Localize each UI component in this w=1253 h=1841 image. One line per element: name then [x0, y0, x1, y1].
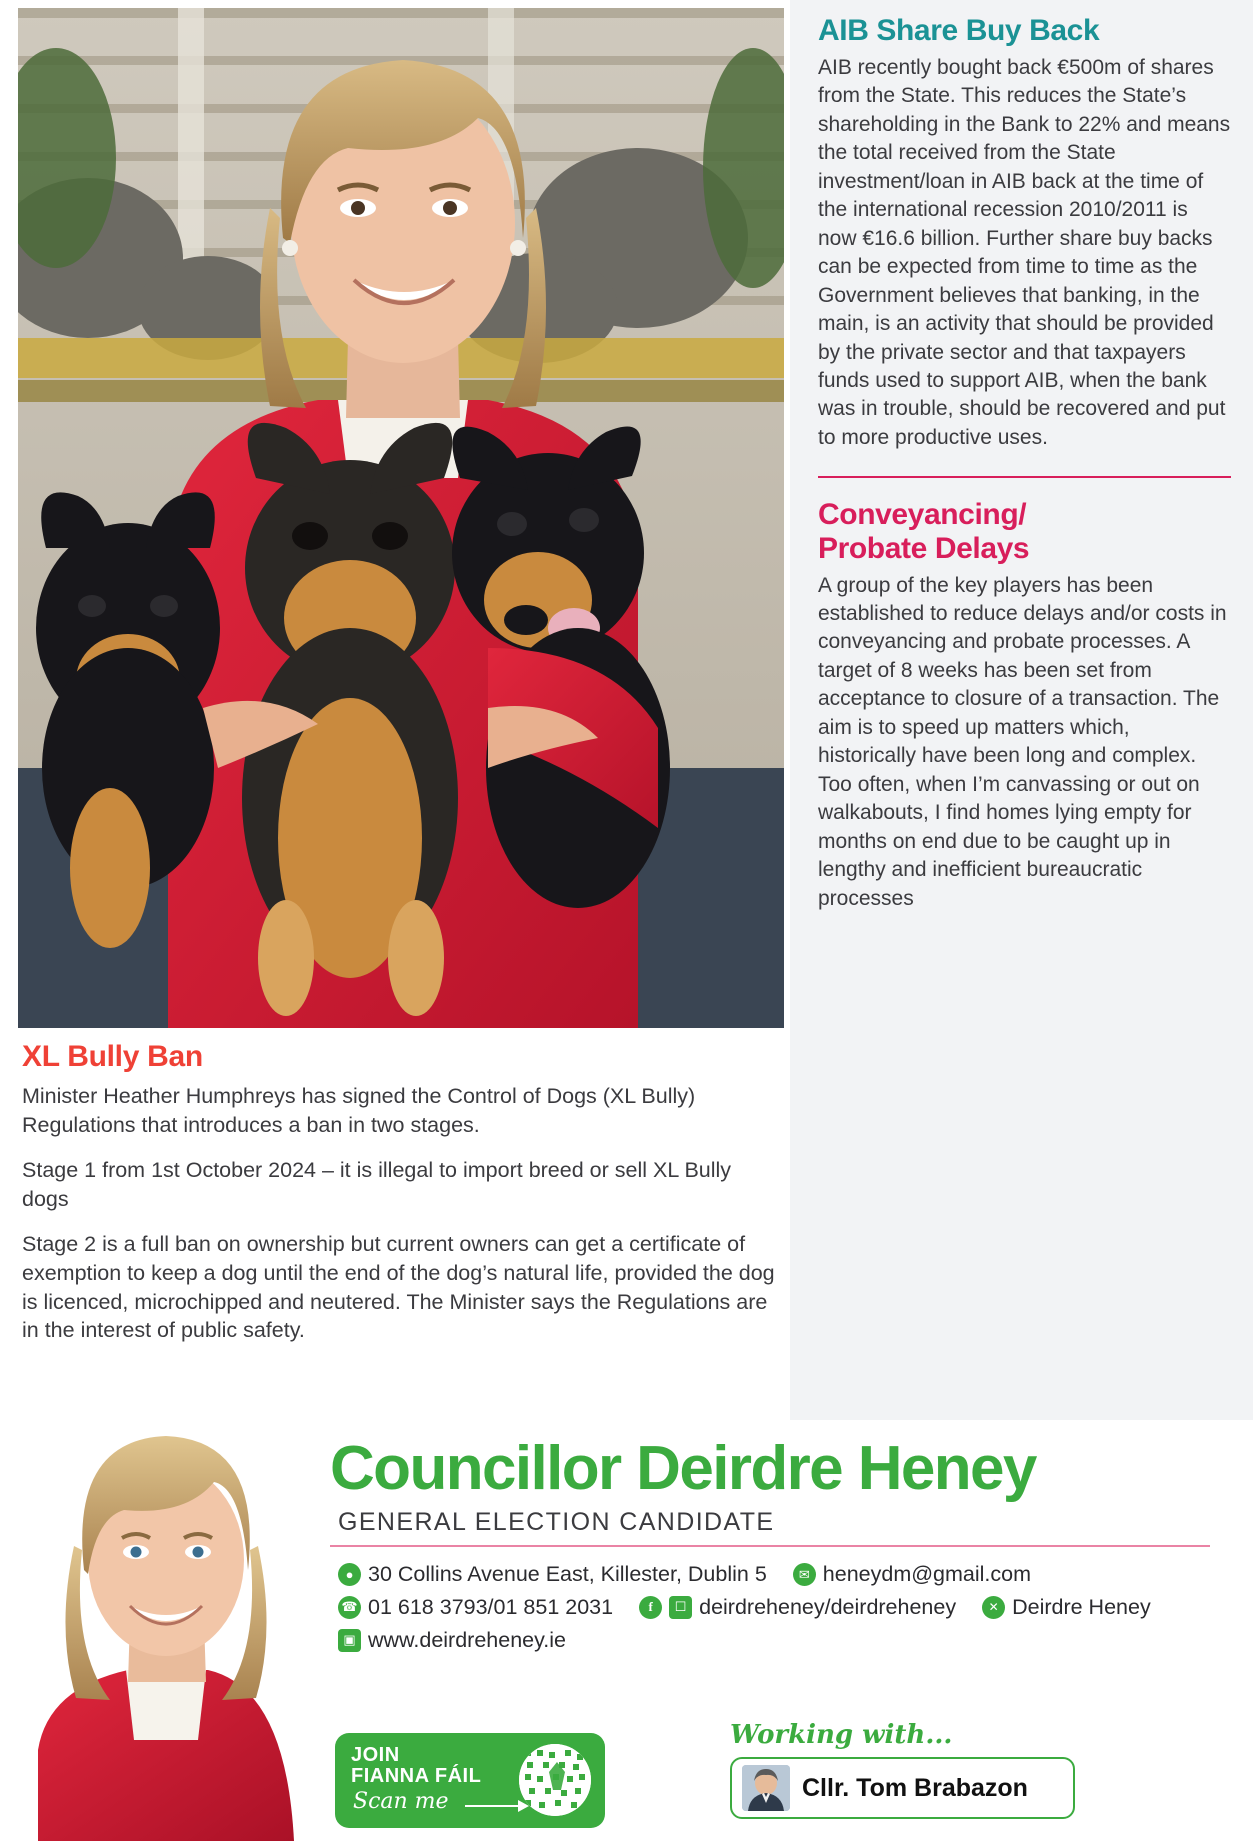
join-line-1: JOIN: [351, 1744, 400, 1766]
left-column: [0, 0, 790, 1420]
xl-bully-article: [22, 1040, 782, 1345]
xl-bully-paragraph-3: Stage 2 is a full ban on ownership but current owners can get a certificate of exemption to keep a dog until the end of the dog’s natural life, provided the dog is licenced, microchipped and neutered. The Minister says the Regulations are in the interest of public safety.: [22, 1232, 775, 1343]
colleague-name: Cllr. Tom Brabazon: [802, 1773, 1028, 1802]
candidate-portrait: [18, 1420, 308, 1841]
right-column: [790, 0, 1253, 1420]
contact-line-website: [338, 1627, 1230, 1655]
colleague-avatar: [742, 1765, 790, 1811]
facebook-icon[interactable]: f: [639, 1596, 662, 1619]
location-pin-icon: ●: [338, 1563, 361, 1586]
join-badge-text: [351, 1745, 481, 1787]
dogs-photo: [18, 8, 784, 1028]
phone-icon: ☎: [338, 1596, 361, 1619]
email-text[interactable]: heneydm@gmail.com: [822, 1562, 1032, 1586]
arrow-icon: [465, 1805, 527, 1807]
instagram-icon[interactable]: ☐: [669, 1596, 692, 1619]
candidate-footer-banner: [0, 1420, 1253, 1841]
section-divider: [818, 476, 1231, 478]
xl-bully-paragraph-2: Stage 1 from 1st October 2024 – it is illegal to import breed or sell XL Bully dogs: [22, 1158, 732, 1211]
address-text: 30 Collins Avenue East, Killester, Dublin 5: [368, 1562, 767, 1586]
contact-line-phone-social: [338, 1594, 1230, 1622]
conveyancing-body: A group of the key players has been established to reduce delays and/or costs in conveyancing and probate processes. A target of 8 weeks has been set from acceptance to closure of a transaction. The aim is to speed up matters which, historically have been long and complex. Too often, when I’m canvassing or out on walkabouts, I find homes lying empty for months on end due to be caught up in lengthy and inefficient bureaucratic processes: [818, 573, 1227, 910]
aib-heading: AIB Share Buy Back: [818, 14, 1100, 47]
website-text[interactable]: www.deirdreheney.ie: [368, 1627, 566, 1652]
phone-text: 01 618 3793/01 851 2031: [368, 1594, 614, 1619]
conveyancing-heading-line1: Conveyancing/: [818, 498, 1027, 532]
aib-body: AIB recently bought back €500m of shares from the State. This reduces the State’s shareholding in the Bank to 22% and means the total received from the State investment/loan in AIB back at the time of the international recession 2010/2011 is now €16.6 billion. Further share buy backs can be expected from time to time as the Government believes that banking, in the main, is an activity that should be provided by the private sector and that taxpayers funds used to support AIB, when the bank was in trouble, should be recovered and put to more productive uses.: [818, 56, 1231, 449]
candidate-subtitle: GENERAL ELECTION CANDIDATE: [338, 1508, 775, 1536]
social-handles-text[interactable]: deirdreheney/deirdreheney: [699, 1594, 957, 1619]
conveyancing-heading: [818, 498, 1231, 565]
x-twitter-icon[interactable]: ✕: [982, 1596, 1005, 1619]
envelope-icon: ✉: [793, 1563, 816, 1586]
join-line-2: FIANNA FÁIL: [351, 1765, 482, 1787]
globe-icon: ▣: [338, 1629, 361, 1652]
colleague-card[interactable]: [730, 1757, 1075, 1819]
xl-bully-paragraph-1: Minister Heather Humphreys has signed the Control of Dogs (XL Bully) Regulations that introduces a ban in two stages.: [22, 1084, 696, 1137]
candidate-name: Councillor Deirdre Heney: [330, 1434, 1036, 1503]
xl-bully-heading: XL Bully Ban: [22, 1040, 203, 1073]
qr-code-icon[interactable]: [519, 1744, 591, 1816]
x-handle-text[interactable]: Deirdre Heney: [1012, 1594, 1151, 1619]
scan-me-label: Scan me: [353, 1789, 449, 1814]
contact-line-address: [338, 1561, 1230, 1589]
candidate-details: [330, 1434, 1230, 1660]
name-rule: [330, 1545, 1210, 1547]
conveyancing-heading-line2: Probate Delays: [818, 531, 1030, 565]
working-with-label: Working with...: [730, 1720, 953, 1750]
join-fianna-fail-qr-badge[interactable]: [335, 1733, 605, 1828]
